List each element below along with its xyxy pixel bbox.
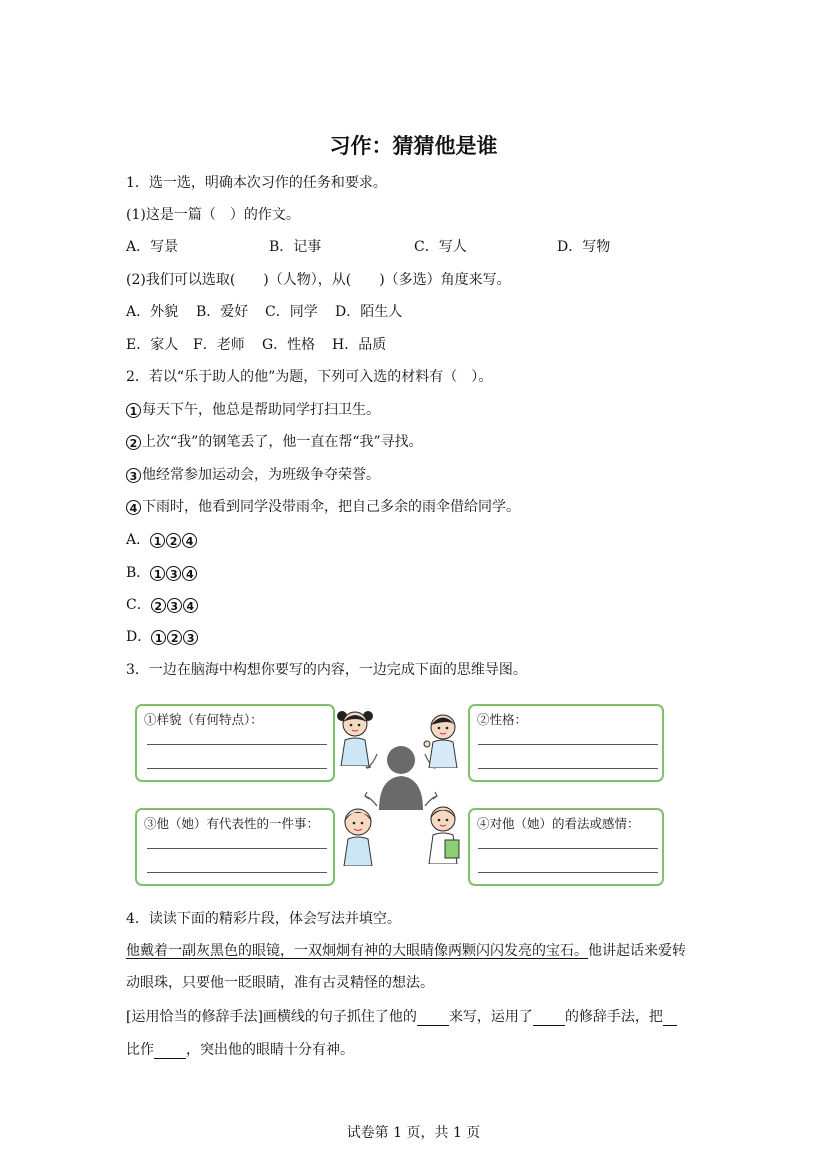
fill-text: ，突出他的眼睛十分有神。: [186, 1042, 354, 1058]
girl-icon: [336, 706, 374, 766]
q4-stem: 4．读读下面的精彩片段，体会写法并填空。: [126, 911, 401, 927]
circled-number: 3: [126, 468, 141, 483]
page-title: 习作：猜猜他是谁: [329, 134, 498, 158]
option-d: D．陌生人: [335, 304, 403, 320]
choice-letter: B．: [126, 565, 151, 581]
box-label: ①样貌（有何特点）：: [144, 712, 263, 727]
circled-number: 4: [182, 533, 197, 548]
q4-passage-line2: 动眼珠，只要他一眨眼睛，准有古灵精怪的想法。: [126, 975, 434, 991]
mind-map-box-feelings: [468, 808, 664, 886]
material-text: 下雨时，他看到同学没带雨伞，把自己多余的雨伞借给同学。: [142, 499, 520, 515]
circled-number: 2: [126, 435, 141, 450]
option-c: C．写人: [414, 239, 467, 255]
option-b: B．爱好: [196, 304, 249, 320]
circled-number: 2: [166, 533, 181, 548]
material-text: 他经常参加运动会，为班级争夺荣誉。: [142, 467, 380, 483]
choice-letter: C．: [126, 597, 151, 613]
girl-with-book-icon: [423, 802, 463, 864]
option-a: A．外貌: [126, 304, 179, 320]
writing-line[interactable]: [478, 848, 658, 849]
circled-number: 1: [151, 630, 166, 645]
option-g: G．性格: [262, 337, 316, 353]
fill-blank[interactable]: [533, 1011, 565, 1026]
page-footer: 试卷第 1 页，共 1 页: [346, 1125, 481, 1141]
fill-text: 来写，运用了: [448, 1009, 533, 1025]
writing-line[interactable]: [147, 848, 327, 849]
choice-letter: D．: [126, 629, 152, 645]
circled-number: 3: [167, 598, 182, 613]
circled-number: 1: [150, 566, 165, 581]
material-1: [126, 401, 380, 419]
circled-number: 2: [167, 630, 182, 645]
q4-fill-line1: [126, 1008, 677, 1026]
circled-number: 3: [183, 630, 198, 645]
circled-number: 4: [183, 598, 198, 613]
circled-number: 4: [126, 500, 141, 515]
choice-c: [126, 596, 199, 614]
q3-stem: 3．一边在脑海中构想你要写的内容，一边完成下面的思维导图。: [126, 662, 527, 678]
box-label: ④对他（她）的看法或感情：: [477, 816, 640, 831]
underlined-sentence: 他戴着一副灰黑色的眼镜，一双炯炯有神的大眼睛像两颗闪闪发亮的宝石。: [126, 943, 588, 959]
option-e: E．家人: [126, 337, 179, 353]
q1-sub2: (2)我们可以选取( )（人物），从( )（多选）角度来写。: [126, 272, 511, 288]
mind-map-box-event: [135, 808, 335, 886]
fill-blank[interactable]: [417, 1011, 449, 1026]
boy-icon: [423, 710, 463, 768]
q2-stem: 2．若以“乐于助人的他”为题，下列可入选的材料有（ ）。: [126, 369, 493, 385]
box-label: ②性格：: [477, 712, 528, 727]
mind-map-box-appearance: [135, 704, 335, 782]
material-text: 每天下午，他总是帮助同学打扫卫生。: [142, 402, 380, 418]
material-2: [126, 433, 423, 451]
fill-text: 的修辞手法，把: [564, 1009, 663, 1025]
fill-text: [运用恰当的修辞手法]画横线的句子抓住了他的: [126, 1009, 417, 1025]
writing-line[interactable]: [478, 744, 658, 745]
option-a: A．写景: [126, 239, 179, 255]
material-3: [126, 466, 380, 484]
girl-icon: [338, 804, 378, 866]
option-h: H．品质: [332, 337, 387, 353]
writing-line[interactable]: [147, 768, 327, 769]
fill-text: 比作: [126, 1042, 154, 1058]
writing-line[interactable]: [147, 744, 327, 745]
mind-map-box-personality: [468, 704, 664, 782]
option-f: F．老师: [193, 337, 245, 353]
choice-d: [126, 628, 199, 646]
option-b: B．记事: [269, 239, 322, 255]
circled-number: 3: [166, 566, 181, 581]
option-c: C．同学: [265, 304, 318, 320]
writing-line[interactable]: [478, 872, 658, 873]
box-label: ③他（她）有代表性的一件事：: [144, 816, 320, 831]
material-4: [126, 498, 520, 516]
mind-map: [133, 692, 667, 892]
choice-letter: A．: [126, 532, 151, 548]
material-text: 上次“我”的钢笔丢了，他一直在帮“我”寻找。: [142, 434, 423, 450]
q4-passage-line1: [126, 942, 686, 960]
circled-number: 4: [182, 566, 197, 581]
choice-a: [126, 531, 198, 549]
writing-line[interactable]: [478, 768, 658, 769]
circled-number: 2: [151, 598, 166, 613]
fill-blank[interactable]: [154, 1044, 186, 1059]
circled-number: 1: [150, 533, 165, 548]
q4-fill-line2: [126, 1041, 354, 1059]
choice-b: [126, 564, 198, 582]
writing-line[interactable]: [147, 872, 327, 873]
option-d: D．写物: [557, 239, 611, 255]
circled-number: 1: [126, 403, 141, 418]
fill-blank[interactable]: [663, 1011, 677, 1026]
q1-stem: 1．选一选，明确本次习作的任务和要求。: [126, 175, 387, 191]
passage-text: 他讲起话来爱转: [588, 943, 686, 959]
q1-sub1: (1)这是一篇（ ）的作文。: [126, 207, 300, 223]
